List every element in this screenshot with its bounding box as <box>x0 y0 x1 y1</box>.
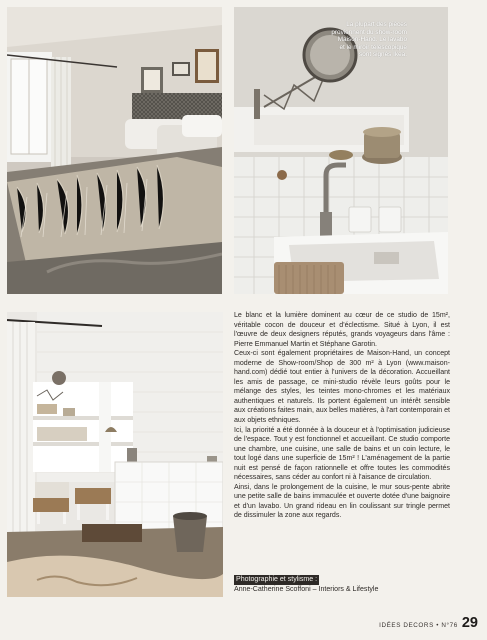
credits-heading: Photographie et stylisme : <box>236 576 318 583</box>
caption-line: proviennent du show-room <box>331 28 407 36</box>
article-paragraph: Ainsi, dans le prolongement de la cuisine, le mur sous-pente abrite une petite salle de bains immaculée et ouverte dotée d'une baignoire et d'un lavabo. Un grand rideau en lin coulissant sur tringle permet de dissimuler la zone aux regards. <box>234 483 450 520</box>
photo-caption <box>267 21 407 59</box>
magazine-folio: IDÉES DECORS • N°76 <box>379 622 458 629</box>
bathroom-photo <box>7 312 223 597</box>
bathroom-photo-graphic <box>7 312 223 597</box>
caption-line: Maison-Hand. Le lavabo <box>337 36 407 44</box>
article-body <box>234 311 450 521</box>
bedroom-photo <box>7 7 222 294</box>
caption-line: sont signés Ikea. <box>359 51 407 59</box>
caption-line: et le miroir téléscopique <box>339 43 407 51</box>
article-paragraph: Ceux-ci sont également propriétaires de Maison-Hand, un concept moderne de Show-room/Shop de 300 m² à Lyon (www.maison-hand.com) dédié tout entier à l'univers de la décoration. Accueillant les amis de passage, ce mini-studio révèle leurs goûts pour le mélange des styles, les teintes mono-chromes et les matériaux authentiques et naturels. Ils portent également un intérêt sensible aux créations faites main, aux belles matières, à l'art contemporain et aux objets ethniques. <box>234 350 450 425</box>
page-number: 29 <box>461 615 478 631</box>
article-paragraph: Le blanc et la lumière dominent au cœur de ce studio de 15m², véritable cocon de douceur et d'éclectisme. Situé à Lyon, il est l'œuvre de deux designers réputés, grands voyageurs dans l'âme : Pierre Emmanuel Martin et Stéphane Garotin. <box>234 312 450 348</box>
article-paragraph: Ici, la priorité a été donnée à la douceur et à l'optimisation judicieuse de l'espace. Tout y est fonctionnel et accueillant. Ce studio comporte une chambre, une cuisine, une salle de bains et un coin lecture, le tout logé dans une superficie de 15m² ! L'aménagement de la partie nuit est pensé de façon rationnelle et offre toutes les commodités nécessaires, sans céder au confort ni à l'aisance de circulation. <box>234 426 450 482</box>
bedroom-photo-graphic <box>7 7 222 294</box>
page-footer <box>379 615 478 631</box>
photo-credits <box>234 575 450 594</box>
credits-line: Anne-Catherine Scoffoni – Interiors & Lifestyle <box>234 585 379 593</box>
caption-line: La plupart des pièces <box>346 21 407 28</box>
washbasin-photo <box>234 7 448 294</box>
